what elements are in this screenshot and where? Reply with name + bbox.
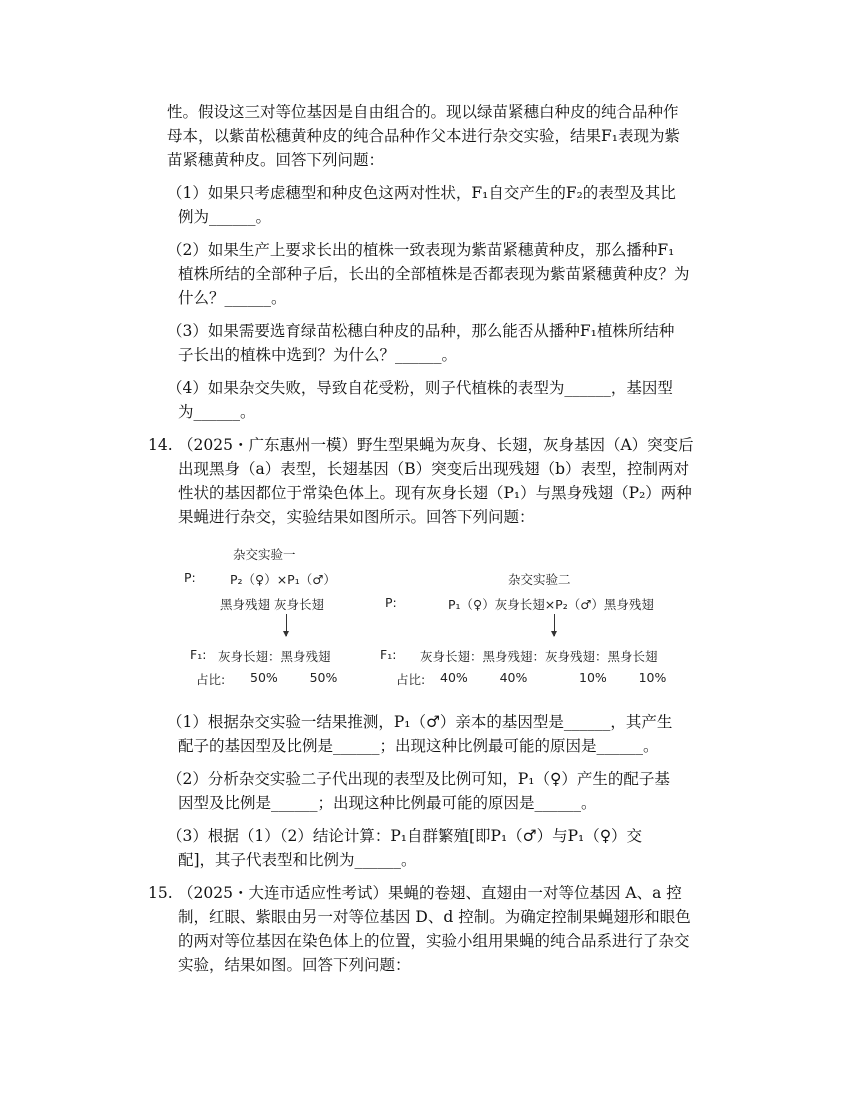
q13-sub4-cont: 为______。: [178, 403, 256, 421]
q14-sub2: （2）分析杂交实验二子代出现的表型及比例可知，P₁（♀）产生的配子基: [167, 770, 670, 788]
q13-sub1: （1）如果只考虑穗型和种皮色这两对性状，F₁自交产生的F₂的表型及其比: [167, 184, 676, 202]
q14-stem: 性状的基因都位于常染色体上。现有灰身长翅（P₁）与黑身残翅（P₂）两种: [178, 484, 692, 502]
exp2-p-label: P:: [385, 595, 397, 610]
exp1-parent-phenotypes: 黑身残翅 灰身长翅: [220, 597, 324, 612]
exp2-f1: 灰身长翅：黑身残翅：灰身残翅：黑身长翅: [420, 649, 658, 664]
q15-stem: 实验，结果如图。回答下列问题：: [178, 956, 411, 974]
exp2-ratio-label: 占比:: [396, 672, 426, 687]
q13-sub3-cont: 子长出的植株中选到？为什么？______。: [178, 346, 458, 364]
q14-stem: （2025・广东惠州一模）野生型果蝇为灰身、长翅，灰身基因（A）突变后: [178, 436, 694, 454]
exp2-ratio: 40% 40% 10% 10%: [440, 670, 667, 685]
q14-sub3-cont: 配]，其子代表型和比例为______。: [178, 851, 417, 869]
question-number: 14.: [148, 436, 173, 454]
q14-stem: 出现黑身（a）表型，长翅基因（B）突变后出现残翅（b）表型，控制两对: [178, 460, 690, 478]
q15-stem: 的两对等位基因在染色体上的位置，实验小组用果蝇的纯合品系进行了杂交: [178, 932, 690, 950]
exp1-ratio-label: 占比:: [196, 672, 226, 687]
q13-sub1-cont: 例为______。: [178, 208, 272, 226]
q13-sub2-cont: 植株所结的全部种子后，长出的全部植株是否都表现为紫苗紧穗黄种皮？为: [178, 265, 690, 283]
q15-stem: （2025・大连市适应性考试）果蝇的卷翅、直翅由一对等位基因 A、a 控: [178, 884, 682, 902]
exp2-title: 杂交实验二: [508, 572, 571, 587]
cross-experiment-figure: [178, 542, 698, 692]
q15-stem: 制，红眼、紫眼由另一对等位基因 D、d 控制。为确定控制果蝇翅形和眼色: [178, 908, 691, 926]
q13-sub2-cont: 什么？______。: [178, 289, 287, 307]
exp1-f1-label: F₁:: [190, 647, 207, 662]
intro-line: 苗紧穗黄种皮。回答下列问题：: [167, 151, 385, 169]
q14-sub2-cont: 因型及比例是______；出现这种比例最可能的原因是______。: [178, 794, 597, 812]
intro-line: 性。假设这三对等位基因是自由组合的。现以绿苗紧穗白种皮的纯合品种作: [167, 103, 679, 121]
exp1-arrow: [286, 614, 287, 636]
exp1-ratio: 50% 50%: [250, 670, 338, 685]
q14-sub3: （3）根据（1）（2）结论计算：P₁自群繁殖[即P₁（♂）与P₁（♀）交: [167, 827, 643, 845]
q14-sub1: （1）根据杂交实验一结果推测，P₁（♂）亲本的基因型是______，其产生: [167, 713, 673, 731]
exp1-cross: P₂（♀）×P₁（♂）: [230, 572, 336, 587]
q13-sub2: （2）如果生产上要求长出的植株一致表现为紫苗紧穗黄种皮，那么播种F₁: [167, 241, 675, 259]
exp1-title: 杂交实验一: [233, 547, 296, 562]
exp1-f1: 灰身长翅：黑身残翅: [218, 649, 331, 664]
q14-sub1-cont: 配子的基因型及比例是______；出现这种比例最可能的原因是______。: [178, 737, 659, 755]
q14-stem: 果蝇进行杂交，实验结果如图所示。回答下列问题：: [178, 508, 535, 526]
intro-line: 母本，以紫苗松穗黄种皮的纯合品种作父本进行杂交实验，结果F₁表现为紫: [167, 127, 680, 145]
q13-sub4: （4）如果杂交失败，导致自花受粉，则子代植株的表型为______，基因型: [167, 379, 673, 397]
exp2-arrow: [554, 614, 555, 636]
exp2-f1-label: F₁:: [380, 647, 397, 662]
question-number: 15.: [148, 884, 173, 902]
exp1-p-label: P:: [184, 570, 196, 585]
exp2-cross: P₁（♀）灰身长翅×P₂（♂）黑身残翅: [448, 597, 654, 612]
q13-sub3: （3）如果需要选育绿苗松穗白种皮的品种，那么能否从播种F₁植株所结种: [167, 322, 675, 340]
